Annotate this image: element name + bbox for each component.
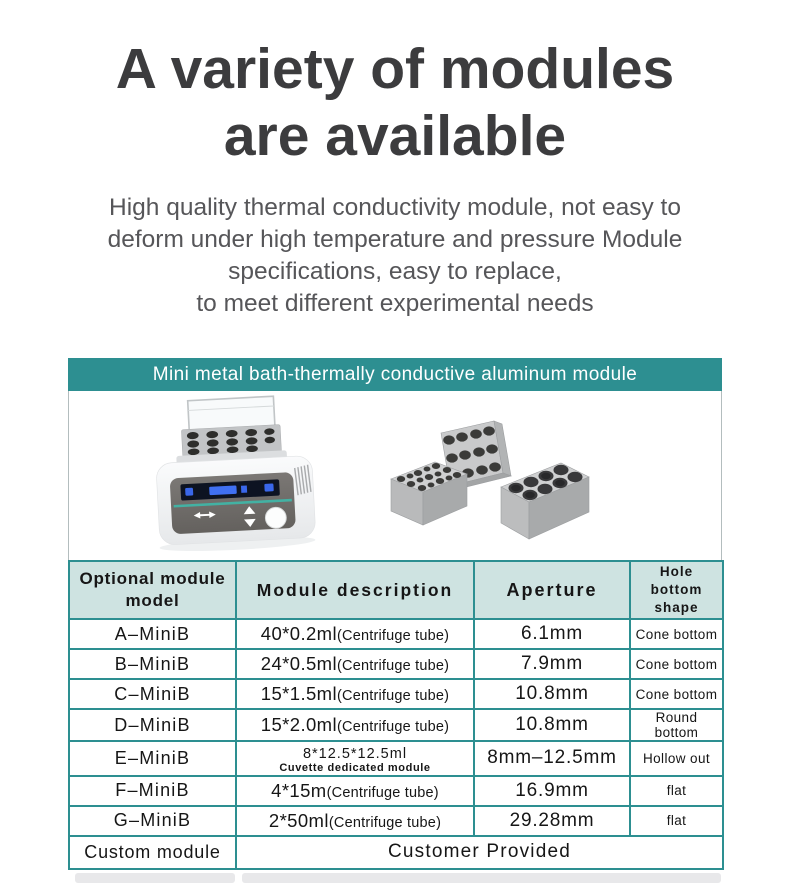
subtitle-line: specifications, easy to replace, bbox=[228, 258, 562, 285]
cell-shape: Cone bottom bbox=[630, 619, 723, 649]
cell-model: Custom module bbox=[69, 836, 236, 869]
description-sub: (Centrifuge tube) bbox=[328, 814, 442, 831]
cell-description bbox=[236, 741, 474, 776]
custom-module-row bbox=[69, 836, 723, 869]
col-header-model: Optional module model bbox=[69, 561, 236, 619]
cell-customer-provided: Customer Provided bbox=[236, 836, 723, 869]
cell-aperture: 10.8mm bbox=[474, 709, 630, 741]
cell-description bbox=[236, 806, 474, 836]
cell-aperture: 6.1mm bbox=[474, 619, 630, 649]
panel-title-bar: Mini metal bath-thermally conductive aluminum module bbox=[68, 358, 722, 391]
cell-shape: Cone bottom bbox=[630, 649, 723, 679]
table-row bbox=[69, 679, 723, 709]
cell-shape: Round bottom bbox=[630, 709, 723, 741]
description-sub: (Centrifuge tube) bbox=[337, 688, 450, 704]
cell-shape: Cone bottom bbox=[630, 679, 723, 709]
col-header-description: Module description bbox=[236, 561, 474, 619]
description-main: 15*2.0ml bbox=[260, 714, 337, 735]
description-main: 15*1.5ml bbox=[260, 683, 337, 704]
description-main: 8*12.5*12.5ml bbox=[302, 746, 408, 762]
cell-model: A–MiniB bbox=[69, 619, 236, 649]
mini-metal-bath-device bbox=[152, 394, 316, 553]
table-row bbox=[69, 806, 723, 836]
cell-aperture: 7.9mm bbox=[474, 649, 630, 679]
description-sub: (Centrifuge tube) bbox=[337, 658, 450, 674]
module-spec-table bbox=[68, 560, 724, 870]
device-round-button bbox=[265, 507, 287, 529]
table-row bbox=[69, 649, 723, 679]
description-main: 24*0.5ml bbox=[260, 653, 337, 674]
cell-shape: flat bbox=[630, 776, 723, 806]
description-sub: (Centrifuge tube) bbox=[337, 719, 450, 735]
description-main: 2*50ml bbox=[268, 809, 329, 831]
table-row bbox=[69, 741, 723, 776]
cell-model: B–MiniB bbox=[69, 649, 236, 679]
cell-shape: Hollow out bbox=[630, 741, 723, 776]
cell-description bbox=[236, 619, 474, 649]
description-sub: (Centrifuge tube) bbox=[337, 628, 450, 644]
device-control-panel bbox=[170, 472, 296, 534]
description-main: 4*15m bbox=[271, 779, 327, 801]
module-block-left bbox=[391, 462, 467, 525]
cell-aperture: 10.8mm bbox=[474, 679, 630, 709]
module-block-right bbox=[501, 463, 589, 539]
table-row bbox=[69, 776, 723, 806]
description-sub: (Centrifuge tube) bbox=[326, 784, 439, 801]
page-title-line2: are available bbox=[223, 104, 567, 168]
page-subtitle bbox=[0, 192, 790, 320]
module-spec-panel bbox=[68, 358, 722, 870]
cell-aperture: 16.9mm bbox=[474, 776, 630, 806]
cell-description bbox=[236, 776, 474, 806]
cell-description bbox=[236, 649, 474, 679]
product-illustration bbox=[68, 391, 722, 560]
cell-model: D–MiniB bbox=[69, 709, 236, 741]
product-illustration-svg bbox=[69, 391, 721, 560]
cell-aperture: 29.28mm bbox=[474, 806, 630, 836]
cell-model: C–MiniB bbox=[69, 679, 236, 709]
cell-description bbox=[236, 709, 474, 741]
cell-shape: flat bbox=[630, 806, 723, 836]
cell-model: E–MiniB bbox=[69, 741, 236, 776]
table-row bbox=[69, 709, 723, 741]
table-header-row bbox=[69, 561, 723, 619]
cell-model: G–MiniB bbox=[69, 806, 236, 836]
description-main: 40*0.2ml bbox=[260, 623, 337, 644]
col-header-aperture: Aperture bbox=[474, 561, 630, 619]
aluminum-module-blocks bbox=[391, 421, 589, 539]
page-title-line1: A variety of modules bbox=[115, 37, 675, 101]
cell-aperture: 8mm–12.5mm bbox=[474, 741, 630, 776]
table-row bbox=[69, 619, 723, 649]
subtitle-line: deform under high temperature and pressure Module bbox=[107, 226, 683, 253]
description-note: Cuvette dedicated module bbox=[279, 762, 431, 774]
page-title bbox=[0, 36, 790, 170]
col-header-hole-bottom-shape: Hole bottom shape bbox=[630, 561, 723, 619]
subtitle-line: to meet different experimental needs bbox=[196, 290, 594, 317]
cell-model: F–MiniB bbox=[69, 776, 236, 806]
cell-description bbox=[236, 679, 474, 709]
subtitle-line: High quality thermal conductivity module, not easy to bbox=[109, 194, 681, 221]
